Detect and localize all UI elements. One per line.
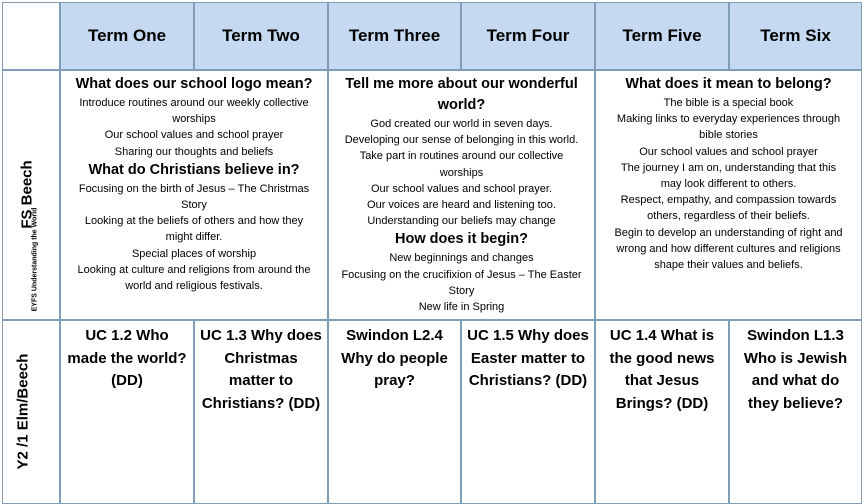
unit-line: and what do	[751, 372, 840, 389]
unit-line: Christians? (DD)	[201, 394, 321, 412]
block-line: Focusing on the birth of Jesus – The Christmas	[78, 182, 310, 195]
block-line: Respect, empathy, and compassion towards	[620, 194, 837, 207]
block-line: The bible is a special book	[663, 97, 794, 109]
header-label: Term One	[87, 26, 167, 45]
block-line: Looking at culture and religions from around the	[77, 263, 311, 276]
unit-line: Easter matter to	[470, 349, 586, 367]
fs-block-terms-three-four	[328, 70, 595, 320]
unit-line: that Jesus	[624, 372, 700, 389]
fs-block-terms-five-six	[595, 70, 862, 320]
unit-line: (DD)	[111, 372, 143, 389]
header-term-three	[328, 2, 461, 70]
block-line: New life in Spring	[418, 301, 505, 314]
block-line: Developing our sense of belonging in this world.	[344, 134, 579, 147]
block-line: The journey I am on, understanding that this	[620, 161, 837, 174]
unit-line: UC 1.2 Who	[85, 327, 169, 344]
unit-line: Who is Jewish	[743, 349, 848, 367]
block-line: might differ.	[165, 231, 223, 244]
fs-block-terms-one-two	[60, 70, 328, 320]
header-label: Term Six	[760, 26, 831, 45]
header-label: Term Two	[222, 26, 300, 45]
block-line: may look different to others.	[660, 178, 797, 191]
block-line: shape their values and beliefs.	[654, 259, 803, 272]
block-line: wrong and how different cultures and religions	[616, 242, 841, 255]
header-term-six	[729, 2, 862, 70]
unit-line: Christians? (DD)	[468, 372, 588, 389]
block-heading: How does it begin?	[395, 231, 528, 248]
block-line: Focusing on the crucifixion of Jesus – The Easter	[341, 268, 582, 281]
unit-term-four	[461, 320, 595, 504]
block-line: bible stories	[699, 129, 758, 142]
unit-line: UC 1.4 What is	[609, 327, 715, 344]
block-heading: What does it mean to belong?	[625, 76, 832, 92]
unit-term-one	[60, 320, 194, 504]
block-line: New beginnings and changes	[389, 252, 534, 265]
row-label-text: Y2 /1 Elm/Beech	[14, 353, 32, 470]
block-line: Our school values and school prayer	[104, 129, 284, 142]
unit-term-three	[328, 320, 461, 504]
block-line: worships	[439, 166, 484, 179]
block-line: Looking at the beliefs of others and how they	[84, 215, 304, 228]
unit-line: matter to	[228, 372, 294, 389]
block-line: Our school values and school prayer	[639, 145, 818, 158]
block-line: Our voices are heard and listening too.	[367, 199, 556, 212]
row-label-fs-beech	[2, 70, 60, 320]
unit-line: they believe?	[747, 394, 844, 412]
header-term-five	[595, 2, 729, 70]
header-term-one	[60, 2, 194, 70]
block-heading: world?	[437, 97, 486, 113]
block-line: Begin to develop an understanding of right and	[614, 226, 843, 239]
block-line: God created our world in seven days.	[370, 118, 553, 130]
block-line: Story	[181, 199, 207, 212]
block-line: Our school values and school prayer.	[371, 182, 552, 195]
row-sublabel-text: EYFS Understanding the World	[31, 207, 39, 312]
header-term-four	[461, 2, 595, 70]
block-heading: Tell me more about our wonderful	[345, 76, 578, 92]
header-term-two	[194, 2, 328, 70]
unit-term-five	[595, 320, 729, 504]
unit-line: pray?	[374, 372, 415, 389]
block-line: Story	[448, 284, 475, 297]
table-corner	[2, 2, 60, 70]
block-line: others, regardless of their beliefs.	[647, 210, 810, 223]
unit-line: Christmas	[224, 349, 298, 367]
unit-line: UC 1.3 Why does	[200, 327, 322, 344]
block-line: Understanding our beliefs may change	[367, 215, 556, 228]
block-line: worships	[172, 113, 216, 126]
block-line: Introduce routines around our weekly collective	[79, 97, 309, 109]
unit-line: Swindon L1.3	[747, 327, 844, 344]
block-line: Take part in routines around our collective	[359, 150, 564, 163]
header-label: Term Four	[486, 26, 570, 45]
unit-line: Swindon L2.4	[346, 327, 443, 344]
block-line: Making links to everyday experiences through	[616, 113, 841, 126]
unit-line: Why do people	[341, 349, 448, 367]
row-label-y2-elm-beech	[2, 320, 60, 504]
unit-term-two	[194, 320, 328, 504]
block-line: Special places of worship	[131, 247, 257, 260]
block-line: world and religious festivals.	[125, 280, 263, 293]
unit-line: Brings? (DD)	[615, 394, 709, 412]
block-heading: What do Christians believe in?	[88, 161, 300, 178]
unit-line: made the world?	[67, 349, 187, 367]
header-label: Term Three	[348, 26, 441, 45]
unit-term-six	[729, 320, 862, 504]
block-line: Sharing our thoughts and beliefs	[114, 145, 274, 158]
header-label: Term Five	[622, 26, 702, 45]
unit-line: UC 1.5 Why does	[467, 327, 589, 344]
unit-line: the good news	[609, 349, 715, 367]
row-label-text: FS Beech	[18, 160, 36, 229]
block-heading: What does our school logo mean?	[75, 76, 313, 92]
